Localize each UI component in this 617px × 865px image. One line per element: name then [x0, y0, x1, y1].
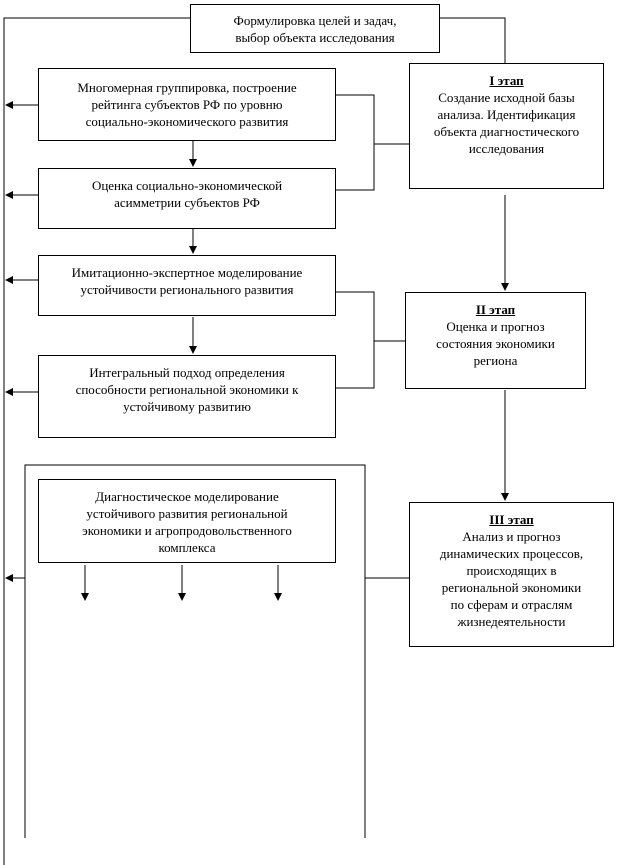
integral-line3: устойчивому развитию [123, 399, 251, 414]
stage3-title: III этап [489, 512, 534, 527]
grouping-line2: рейтинга субъектов РФ по уровню [91, 97, 283, 112]
stage1-title: I этап [489, 73, 524, 88]
stage1-box [409, 63, 604, 189]
stage2-line2: состояния экономики [436, 336, 555, 351]
diagnostic-line4: комплекса [158, 540, 216, 555]
diagnostic-line1: Диагностическое моделирование [95, 489, 279, 504]
grouping-line3: социально-экономического развития [85, 114, 289, 129]
asymmetry-line2: асимметрии субъектов РФ [114, 195, 260, 210]
diagnostic-line2: устойчивого развития региональной [86, 506, 288, 521]
stage1-line4: исследования [468, 141, 545, 156]
stage2-bracket [336, 292, 374, 388]
stage1-line1: Создание исходной базы [438, 90, 575, 105]
goals-box [190, 4, 440, 53]
integral-box [38, 355, 336, 438]
stage3-line4: региональной экономики [441, 580, 582, 595]
diagnostic-box [38, 479, 336, 563]
stage1-bracket [336, 95, 374, 190]
stage3-box [409, 502, 614, 647]
stage2-title: II этап [475, 302, 516, 317]
asymmetry-box [38, 168, 336, 229]
integral-line2: способности региональной экономики к [75, 382, 299, 397]
left-feedback-line [4, 18, 190, 865]
stage3-line3: происходящих в [466, 563, 557, 578]
stage2-line1: Оценка и прогноз [446, 319, 545, 334]
integral-line1: Интегральный подход определения [89, 365, 285, 380]
stage1-line3: объекта диагностического [433, 124, 580, 139]
stage2-line3: региона [473, 353, 518, 368]
stage3-line6: жизнедеятельности [457, 614, 566, 629]
goals-line2: выбор объекта исследования [235, 29, 395, 45]
imitation-line2: устойчивости регионального развития [80, 282, 294, 297]
stage3-line2: динамических процессов, [439, 546, 584, 561]
stage2-box [405, 292, 586, 389]
grouping-box [38, 68, 336, 141]
top-to-stage1-line [440, 18, 505, 63]
grouping-line1: Многомерная группировка, построение [77, 80, 297, 95]
imitation-box [38, 255, 336, 316]
asymmetry-line1: Оценка социально-экономической [91, 178, 283, 193]
goals-line1: Формулировка целей и задач, [233, 12, 397, 28]
stage1-line2: анализа. Идентификация [437, 107, 576, 122]
imitation-line1: Имитационно-экспертное моделирование [71, 265, 303, 280]
stage3-line5: по сферам и отраслям [450, 597, 573, 612]
diagnostic-line3: экономики и агропродовольственного [82, 523, 292, 538]
stage3-line1: Анализ и прогноз [462, 529, 561, 544]
